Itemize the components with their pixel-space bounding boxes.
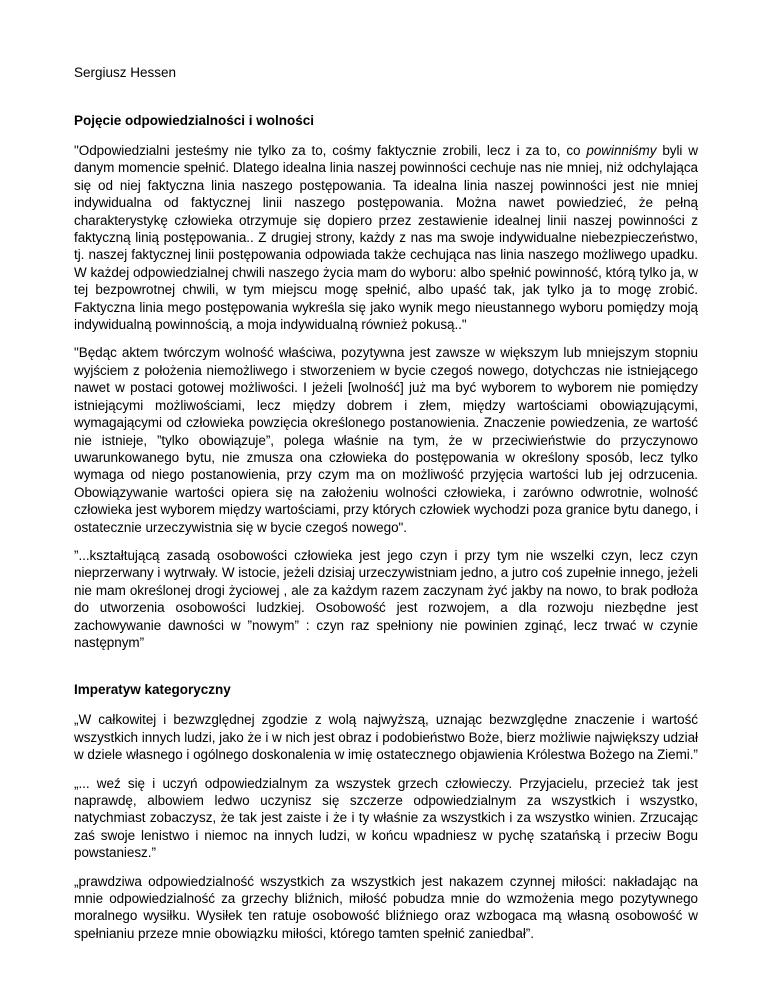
- quote-paragraph: "Będąc aktem twórczym wolność właściwa, pozytywna jest zawsze w większym lub mniejszym stopniu wyjściem z położenia niemożliwego i stworzeniem w bycie czegoś nowego, dotychczas nie istniejącego nawet w postaci gotowej możliwości. I jeżeli [wolność] już ma być wyborem to wyborem nie pomiędzy istniejącymi możliwościami, lecz między dobrem i złem, między wartościami obowiązującymi, wymagającymi od człowieka powzięcia określonego postanowienia. Znaczenie powiedzenia, ze wartość nie istnieje, ”tylko obowiązuje”, polega właśnie na tym, że w przeciwieństwie do przyczynowo uwarunkowanego bytu, nie zmusza ona człowieka do postępowania w określony sposób, lecz tylko wymaga od niego postanowienia, przy czym ma on możliwość przyjęcia wartości lub jej odrzucenia. Obowiązywanie wartości opiera się na założeniu wolności człowieka, i zarówno odwrotnie, wolność człowieka jest wyborem między wartościami, przy których człowiek wychodzi poza granice bytu danego, i ostatecznie urzeczywistnia się w bycie czegoś nowego".: [74, 345, 698, 535]
- document-page: [74, 64, 698, 953]
- quote-paragraph: ”...kształtującą zasadą osobowości człowieka jest jego czyn i przy tym nie wszelki czyn, lecz czyn nieprzerwany i wytrwały. W istocie, jeżeli dzisiaj urzeczywistniam jedno, a jutro coś zupełnie innego, jeżeli nie mam określonej drogi życiowej , ale za każdym razem zaczynam żyć jakby na nowo, to brak podłoża do utworzenia osobowości ludzkiej. Osobowość jest rozwojem, a dla rozwoju niezbędne jest zachowywanie dawności w ”nowym” : czyn raz spełniony nie powinien zginąć, lecz trwać w czynie następnym”: [74, 547, 698, 650]
- quote-paragraph: „prawdziwa odpowiedzialność wszystkich za wszystkich jest nakazem czynnej miłości: nakładając na mnie odpowiedzialność za grzechy bliźnich, miłość pobudza mnie do wzmożenia mego pozytywnego moralnego wysiłku. Wysiłek ten ratuje osobowość bliźniego oraz wzbogaca mą własną osobowość w spełnianiu przeze mnie obowiązku miłości, którego tamten spełnić zaniedbał”.: [74, 873, 698, 941]
- author-name: Sergiusz Hessen: [74, 65, 177, 80]
- quote-text: byli w danym momencie spełnić. Dlatego idealna linia naszej powinności cechuje nas nie mniej, niż odchylająca się od niej faktyczna linia naszego postępowania. Ta idealna linia naszej powinności jest nie mniej indywidualna od faktycznej linii naszego postępowania. Można nawet powiedzieć, że pełną charakterystykę człowieka otrzymuje się dopiero przez zestawienie idealnej linii naszej powinności z faktyczną linią postępowania.. Z drugiej strony, każdy z nas ma swoje indywidualne niebezpieczeństwo, tj. naszej faktycznej linii postępowania odpowiada także cechująca nas linia naszego możliwego upadku. W każdej odpowiedzialnej chwili naszego życia mam do wyboru: albo spełnić powinność, którą tylko ja, w tej bezpowrotnej chwili, w tym miejscu mogę spełnić, albo upaść tak, jak tylko ja to mogę zrobić. Faktyczna linia mego postępowania wykreśla się jako wynik mego nieustannego wyboru pomiędzy moją indywidualną powinnością, a moja indywidualną również pokusą..": [74, 143, 698, 333]
- section-heading: Imperatyw kategoryczny: [74, 682, 231, 698]
- quote-paragraph: „W całkowitej i bezwzględnej zgodzie z wolą najwyższą, uznając bezwzględne znaczenie i wartość wszystkich innych ludzi, jako że i w nich jest obraz i podobieństwo Boże, bierz możliwie największy udział w dziele własnego i ogólnego doskonalenia w imię ostatecznego objawienia Królestwa Bożego na Ziemi.”: [74, 712, 698, 763]
- emphasized-word: powinniśmy: [586, 143, 657, 158]
- quote-text: "Odpowiedzialni jesteśmy nie tylko za to, cośmy faktycznie zrobili, lecz i za to, co: [74, 143, 587, 158]
- section-heading: Pojęcie odpowiedzialności i wolności: [74, 113, 315, 128]
- section-categorical-imperative: [74, 681, 698, 942]
- quote-paragraph: „... weź się i uczyń odpowiedzialnym za wszystek grzech człowieczy. Przyjacielu, przecież tak jest naprawdę, albowiem ledwo uczynisz się szczerze odpowiedzialnym za wszystkich i wszystko, natychmiast zobaczysz, że tak jest zaiste i że i ty właśnie za wszystkich i za wszystko winien. Zrzucając zaś swoje lenistwo i niemoc na innych ludzi, w końcu wpadniesz w pychę szatańską i przeciw Bogu powstaniesz.”: [74, 775, 698, 861]
- section-responsibility-freedom: [74, 112, 698, 651]
- quote-paragraph: [74, 142, 698, 333]
